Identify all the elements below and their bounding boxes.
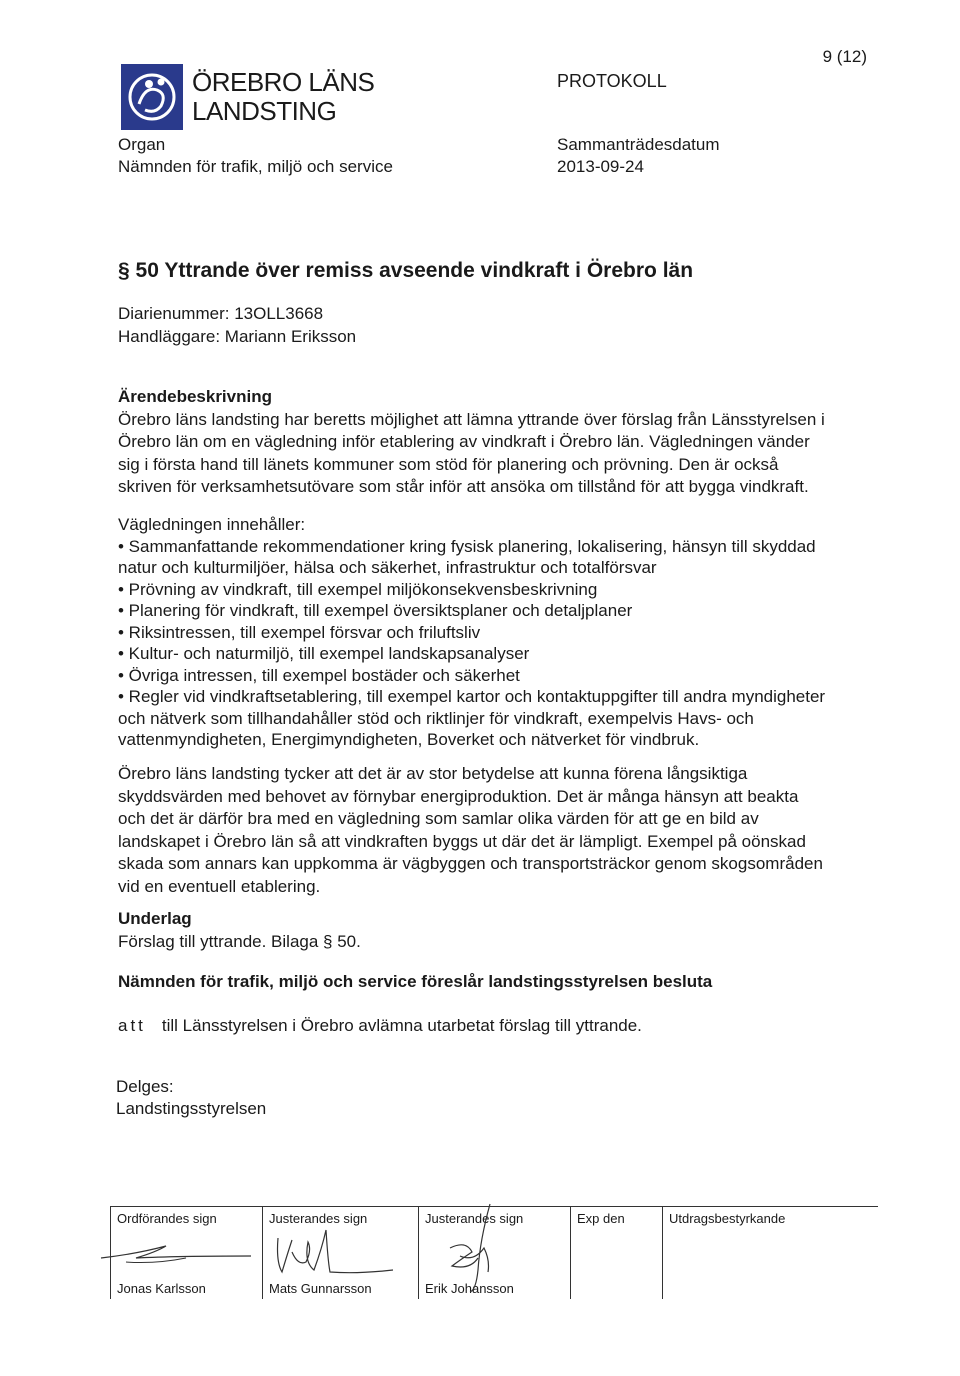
landsting-logo-icon (121, 64, 183, 130)
page-number: 9 (12) (822, 47, 867, 66)
signature-justerare2-image (430, 1200, 520, 1296)
decision-heading: Nämnden för trafik, miljö och service föreslår landstingsstyrelsen besluta (118, 972, 713, 991)
organ-block (118, 134, 393, 178)
exp-label: Exp den (577, 1211, 625, 1226)
logo-symbol (121, 64, 183, 130)
case-meta (118, 302, 356, 348)
vagledning-list (118, 514, 888, 751)
opinion-line: och det är därför bra med en vägledning som samlar olika värden för att ge en bild av (118, 809, 759, 828)
handlaggare: Handläggare: Mariann Eriksson (118, 327, 357, 346)
arende-line: Örebro län om en vägledning inför etablering av vindkraft i Örebro län. Vägledningen vänder (118, 432, 810, 451)
delges-recipient: Landstingsstyrelsen (116, 1099, 267, 1118)
underlag-heading: Underlag (118, 909, 192, 928)
date-value: 2013-09-24 (557, 157, 644, 176)
case-title: § 50 Yttrande över remiss avseende vindkraft i Örebro län (118, 259, 694, 282)
sign-cell-exp (570, 1207, 661, 1299)
list-item: vattenmyndigheten, Energimyndigheten, Boverket och nätverket för vindbruk. (118, 730, 700, 749)
list-item: och nätverk som tillhandahåller stöd och riktlinjer för vindkraft, exempelvis Havs- och (118, 708, 754, 728)
arendebeskrivning-heading: Ärendebeskrivning (118, 387, 272, 406)
decision-att (118, 1016, 642, 1036)
justerare1-label: Justerandes sign (269, 1211, 368, 1226)
list-item: • Kultur- och naturmiljö, till exempel landskapsanalyser (118, 644, 530, 663)
justerare1-name: Mats Gunnarsson (269, 1281, 372, 1296)
opinion-line: skyddsvärden med behovet av förnybar energiproduktion. Det är många hänsyn att beakta (118, 786, 799, 806)
att-label: att (118, 1016, 146, 1035)
diarienummer: Diarienummer: 13OLL3668 (118, 304, 324, 323)
underlag-text: Förslag till yttrande. Bilaga § 50. (118, 931, 361, 951)
list-item: • Regler vid vindkraftsetablering, till exempel kartor och kontaktuppgifter till andra myndigheter (118, 687, 826, 706)
date-block (557, 134, 720, 178)
organ-label: Organ (118, 135, 166, 154)
signature-justerare1-image (268, 1222, 398, 1288)
opinion-line: Örebro läns landsting tycker att det är av stor betydelse att kunna förena långsiktiga (118, 764, 748, 783)
list-item: • Planering för vindkraft, till exempel översiktsplaner och detaljplaner (118, 601, 633, 620)
org-name-line2: LANDSTING (192, 96, 337, 126)
list-item: • Övriga intressen, till exempel bostäder och säkerhet (118, 665, 520, 685)
list-item: • Riksintressen, till exempel försvar och friluftsliv (118, 622, 481, 642)
arende-line: sig i första hand till länets kommuner som stöd för planering och prövning. Den är också (118, 454, 779, 474)
opinion-line: vid en eventuell etablering. (118, 876, 321, 896)
att-text: till Länsstyrelsen i Örebro avlämna utarbetat förslag till yttrande. (161, 1016, 642, 1035)
vagledning-intro: Vägledningen innehåller: (118, 515, 306, 534)
opinion-paragraph (118, 763, 878, 898)
justerare2-name: Erik Johansson (425, 1281, 514, 1296)
arendebeskrivning-section (118, 386, 878, 499)
org-name-line1: ÖREBRO LÄNS (192, 67, 375, 97)
list-item: • Sammanfattande rekommendationer kring fysisk planering, lokalisering, hänsyn till skyddad (118, 536, 816, 556)
opinion-line: skada som annars kan uppkomma är vägbyggen och transportsträckor genom skogsområden (118, 854, 823, 873)
arende-line: skriven för verksamhetsutövare som står inför att ansöka om tillstånd för att bygga vindkraft. (118, 477, 809, 496)
organization-name (192, 68, 374, 126)
arende-line: Örebro läns landsting har beretts möjlighet att lämna yttrande över förslag från Länsstyrelsen i (118, 409, 825, 429)
list-item: natur och kulturmiljöer, hälsa och säkerhet, infrastruktur och totalförsvar (118, 558, 657, 577)
signature-ordforande-image (96, 1228, 256, 1278)
utdrag-label: Utdragsbestyrkande (669, 1211, 786, 1226)
list-item: • Prövning av vindkraft, till exempel miljökonsekvensbeskrivning (118, 579, 598, 599)
opinion-line: landskapet i Örebro län så att vindkraften byggs ut där det är lämpligt. Exempel på oönskad (118, 831, 806, 851)
ordforande-label: Ordförandes sign (117, 1211, 217, 1226)
ordforande-name: Jonas Karlsson (117, 1281, 206, 1296)
justerare2-label: Justerandes sign (425, 1211, 524, 1226)
underlag-section (118, 908, 878, 953)
organ-value: Nämnden för trafik, miljö och service (118, 157, 393, 176)
delges-block (116, 1076, 266, 1120)
doc-type: PROTOKOLL (557, 71, 667, 91)
delges-label: Delges: (116, 1077, 174, 1096)
sign-cell-utdrag (662, 1207, 879, 1299)
date-label: Sammanträdesdatum (557, 135, 720, 154)
